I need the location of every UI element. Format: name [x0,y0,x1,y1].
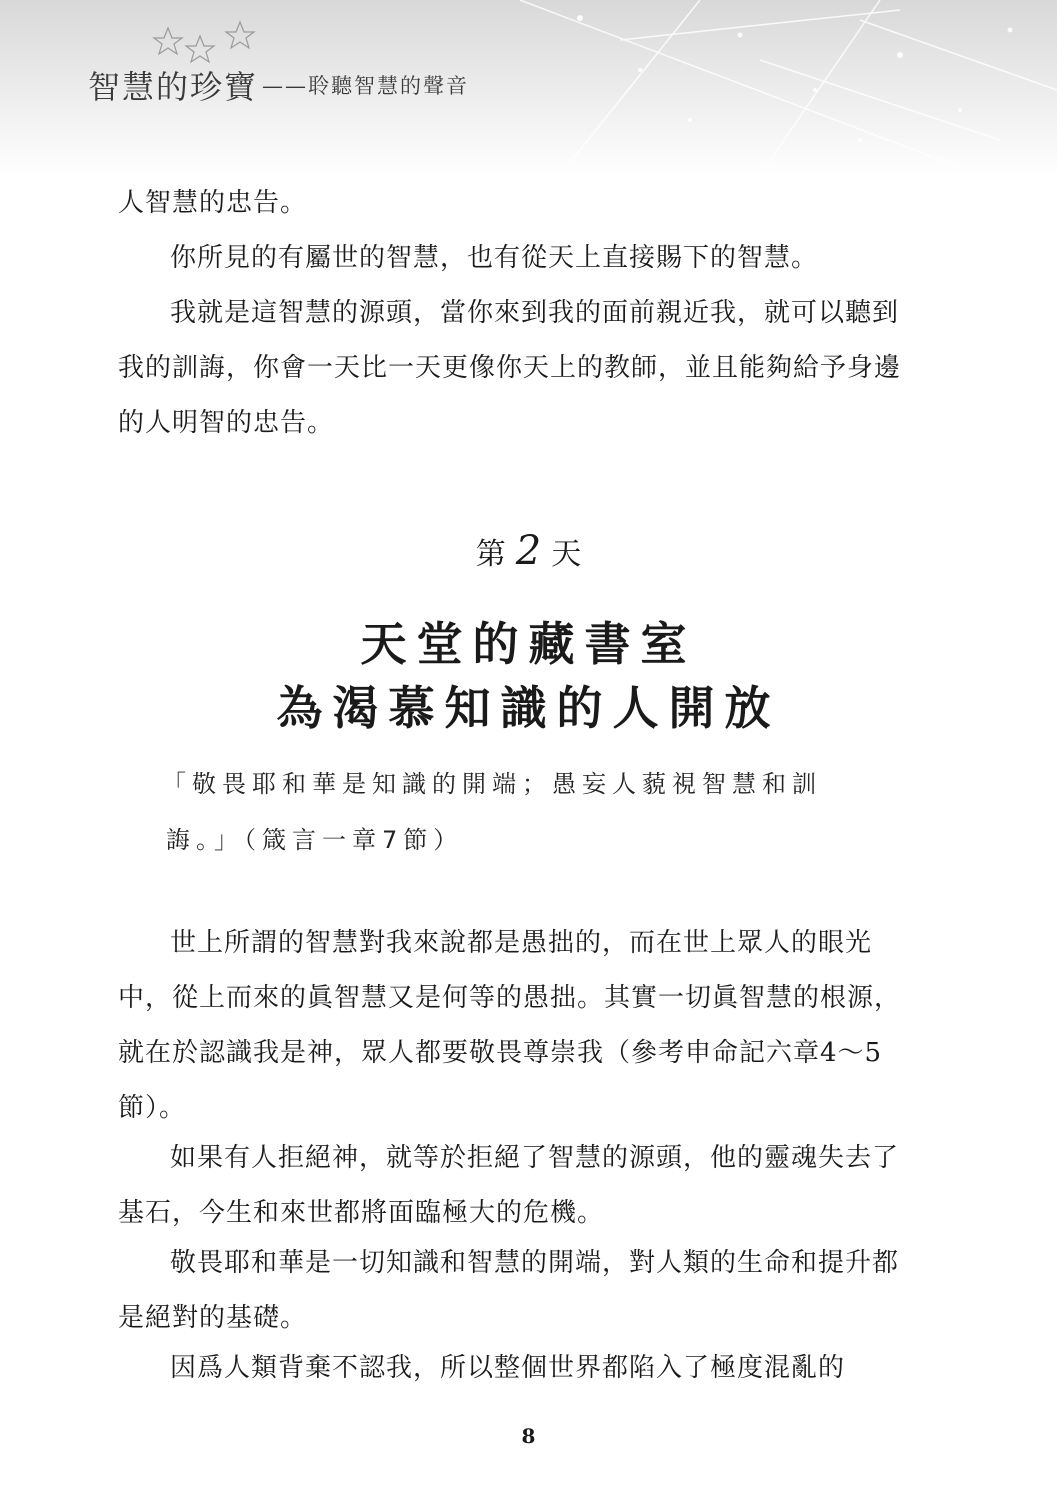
intro-paragraph-3: 我就是這智慧的源頭，當你來到我的面前親近我，就可以聽到我的訓誨，你會一天比一天更像你天上的教師，並且能夠給予身邊的人明智的忠告。 [118,298,902,438]
chapter-title-line-2: 為渴慕知識的人開放 [276,681,781,735]
body-paragraph-3: 敬畏耶和華是一切知識和智慧的開端，對人類的生命和提升都是絕對的基礎。 [118,1248,900,1333]
day-heading [0,528,1057,574]
body-paragraph-2: 如果有人拒絕神，就等於拒絕了智慧的源頭，他的靈魂失去了基石，今生和來世都將面臨極大的危機。 [118,1143,900,1228]
intro-paragraph-2: 你所見的有屬世的智慧，也有從天上直接賜下的智慧。 [170,243,819,273]
header-decoration [0,0,1057,175]
book-subtitle: ——聆聽智慧的聲音 [262,74,469,98]
body-paragraph-4: 因爲人類背棄不認我，所以整個世界都陷入了極度混亂的 [170,1353,846,1383]
day-prefix: 第 [475,537,506,572]
intro-paragraph-1: 人智慧的忠告。 [118,188,308,218]
chapter-title-line-1: 天堂的藏書室 [360,617,697,671]
book-title: 智慧的珍寶 [88,68,259,106]
day-number: 2 [515,528,542,574]
scripture-line-1: 「敬畏耶和華是知識的開端；愚妄人藐視智慧和訓 [162,770,822,798]
scripture-line-2: 誨。」（箴言一章7節） [166,826,464,854]
day-suffix: 天 [551,537,582,572]
body-paragraph-1: 世上所謂的智慧對我來說都是愚拙的，而在世上眾人的眼光中，從上而來的眞智慧又是何等的愚拙。其實一切眞智慧的根源，就在於認識我是神，眾人都要敬畏尊崇我（參考申命記六章4～5節）。 [118,928,902,1123]
page-number: 8 [521,1424,536,1448]
